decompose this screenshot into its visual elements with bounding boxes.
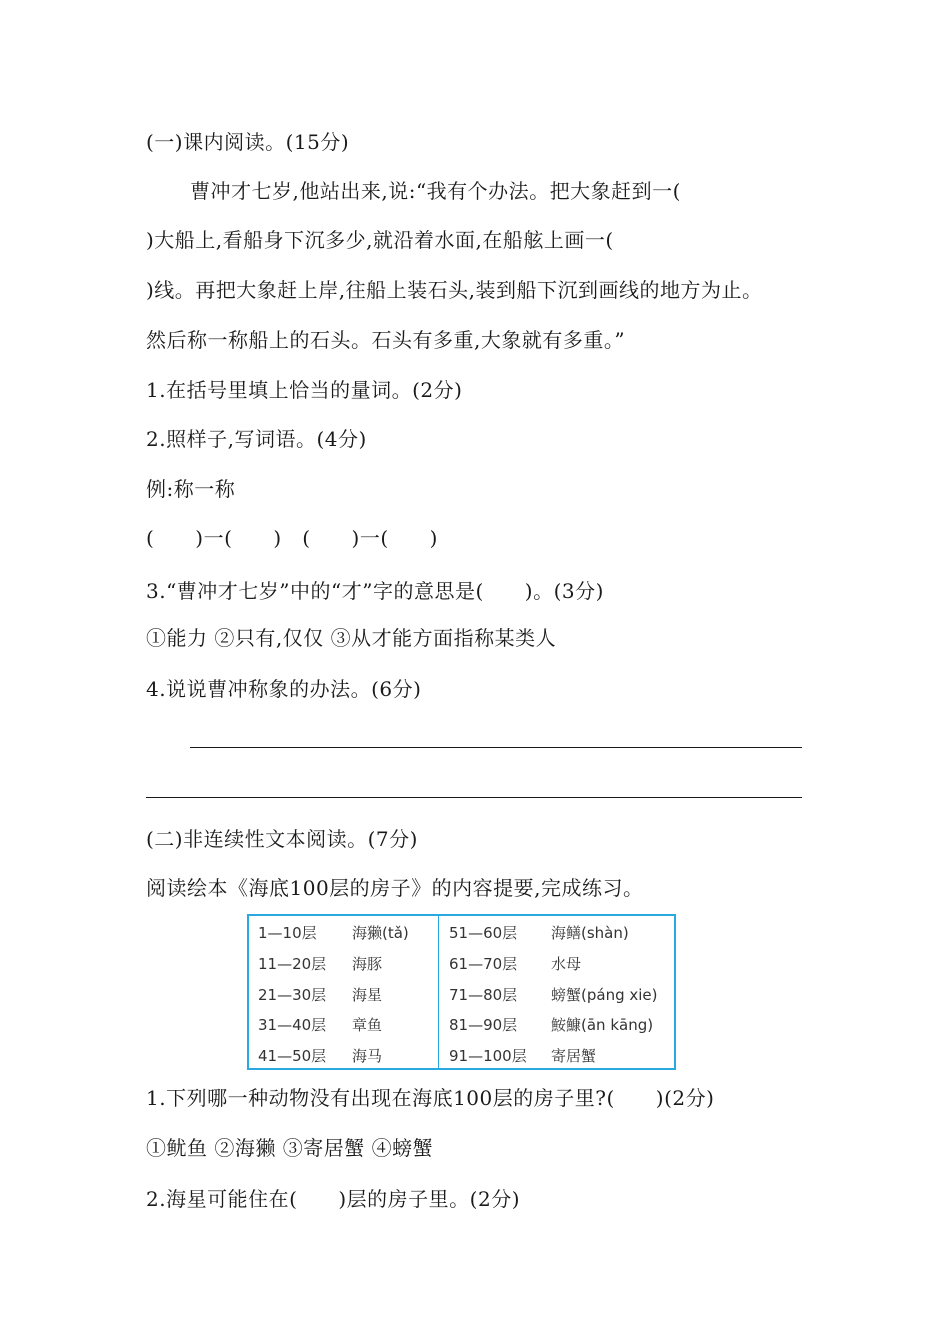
table-cell-floors: 31—40层	[258, 1016, 327, 1034]
section2-title: (二)非连续性文本阅读。(7分)	[146, 827, 418, 851]
table-divider	[438, 916, 439, 1068]
question-1-2-blanks[interactable]: ( )一( ) ( )一( )	[146, 526, 438, 550]
passage-line-2: )大船上,看船身下沉多少,就沿着水面,在船舷上画一(	[146, 228, 614, 252]
passage-line-1: 曹冲才七岁,他站出来,说:“我有个办法。把大象赶到一(	[190, 179, 681, 203]
section1-title: (一)课内阅读。(15分)	[146, 130, 350, 154]
table-cell-animal: 海豚	[352, 955, 383, 973]
question-1-3-options: ①能力 ②只有,仅仅 ③从才能方面指称某类人	[146, 626, 557, 650]
question-1-4: 4.说说曹冲称象的办法。(6分)	[146, 677, 422, 701]
table-cell-floors: 61—70层	[449, 955, 518, 973]
table-cell-animal: 章鱼	[352, 1016, 383, 1034]
table-cell-floors: 91—100层	[449, 1047, 527, 1065]
table-cell-floors: 71—80层	[449, 986, 518, 1004]
section2-intro: 阅读绘本《海底100层的房子》的内容提要,完成练习。	[146, 876, 644, 900]
table-cell-animal: 寄居蟹	[551, 1047, 597, 1065]
table-cell-animal: 海星	[352, 986, 383, 1004]
table-cell-floors: 11—20层	[258, 955, 327, 973]
table-cell-animal: 水母	[551, 955, 582, 973]
answer-line-2[interactable]	[146, 797, 802, 798]
table-cell-animal: 鮟鱇(ān kāng)	[551, 1016, 654, 1034]
question-2-1-options: ①鱿鱼 ②海獭 ③寄居蟹 ④螃蟹	[146, 1136, 434, 1160]
table-cell-animal: 螃蟹(páng xie)	[551, 986, 658, 1004]
table-cell-animal: 海獭(tǎ)	[352, 924, 409, 942]
answer-line-1[interactable]	[190, 747, 802, 748]
table-cell-animal: 海鳝(shàn)	[551, 924, 629, 942]
table-cell-floors: 21—30层	[258, 986, 327, 1004]
passage-line-3: )线。再把大象赶上岸,往船上装石头,装到船下沉到画线的地方为止。	[146, 278, 763, 302]
question-1-2: 2.照样子,写词语。(4分)	[146, 427, 367, 451]
question-2-2: 2.海星可能住在( )层的房子里。(2分)	[146, 1187, 521, 1211]
question-2-1: 1.下列哪一种动物没有出现在海底100层的房子里?( )(2分)	[146, 1086, 715, 1110]
table-cell-floors: 51—60层	[449, 924, 518, 942]
floors-table	[247, 914, 676, 1070]
passage-line-4: 然后称一称船上的石头。石头有多重,大象就有多重。”	[146, 328, 626, 352]
question-1-2-example: 例:称一称	[146, 477, 236, 501]
question-1-1: 1.在括号里填上恰当的量词。(2分)	[146, 378, 463, 402]
table-cell-floors: 81—90层	[449, 1016, 518, 1034]
table-cell-floors: 41—50层	[258, 1047, 327, 1065]
table-cell-animal: 海马	[352, 1047, 383, 1065]
table-cell-floors: 1—10层	[258, 924, 317, 942]
question-1-3: 3.“曹冲才七岁”中的“才”字的意思是( )。(3分)	[146, 579, 604, 603]
